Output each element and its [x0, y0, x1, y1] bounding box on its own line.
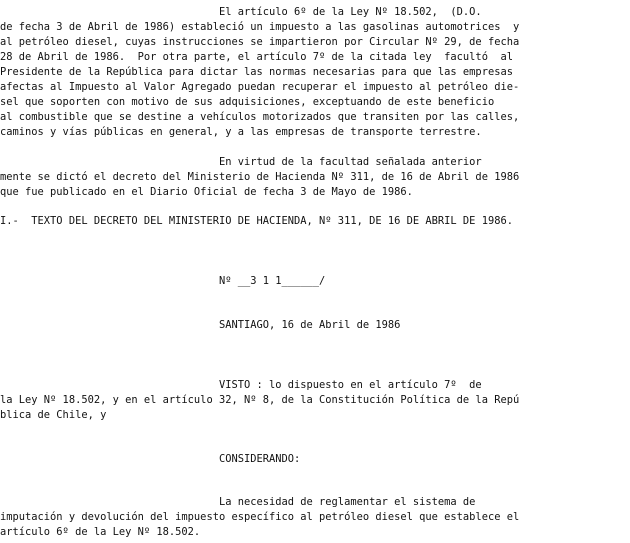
section-heading: I.- TEXTO DEL DECRETO DEL MINISTERIO DE HACIENDA, Nº 311, DE 16 DE ABRIL DE 1986. — [0, 215, 513, 227]
text-line: imputación y devolución del impuesto específico al petróleo diesel que establece el — [0, 511, 520, 523]
text-line: afectas al Impuesto al Valor Agregado puedan recuperar el impuesto al petróleo die- — [0, 81, 520, 93]
text-line: la Ley Nº 18.502, y en el artículo 32, Nº 8, de la Constitución Política de la Repú — [0, 394, 520, 406]
text-line: La necesidad de reglamentar el sistema de — [0, 496, 476, 508]
text-line: artículo 6º de la Ley Nº 18.502. — [0, 526, 201, 538]
decree-number: Nº __3 1 1______/ — [0, 275, 326, 287]
text-line: de fecha 3 de Abril de 1986) estableció un impuesto a las gasolinas automotrices y — [0, 21, 520, 33]
text-line: sel que soporten con motivo de sus adquisiciones, exceptuando de este beneficio — [0, 96, 495, 108]
text-line: VISTO : lo dispuesto en el artículo 7º de — [0, 379, 482, 391]
text-line: al combustible que se destine a vehículos motorizados que transiten por las calles, — [0, 111, 520, 123]
text-line: 28 de Abril de 1986. Por otra parte, el artículo 7º de la citada ley facultó al — [0, 51, 513, 63]
text-line: En virtud de la facultad señalada anterior — [0, 156, 482, 168]
text-line: mente se dictó el decreto del Ministerio de Hacienda Nº 311, de 16 de Abril de 1986 — [0, 171, 520, 183]
text-line: que fue publicado en el Diario Oficial de fecha 3 de Mayo de 1986. — [0, 186, 413, 198]
considerando-label: CONSIDERANDO: — [0, 453, 301, 465]
place-date: SANTIAGO, 16 de Abril de 1986 — [0, 319, 401, 331]
text-line: blica de Chile, y — [0, 409, 107, 421]
text-line: caminos y vías públicas en general, y a las empresas de transporte terrestre. — [0, 126, 482, 138]
text-line: al petróleo diesel, cuyas instrucciones se impartieron por Circular Nº 29, de fecha — [0, 36, 520, 48]
text-line: El artículo 6º de la Ley Nº 18.502, (D.O. — [0, 6, 482, 18]
text-line: Presidente de la República para dictar las normas necesarias para que las empresas — [0, 66, 513, 78]
